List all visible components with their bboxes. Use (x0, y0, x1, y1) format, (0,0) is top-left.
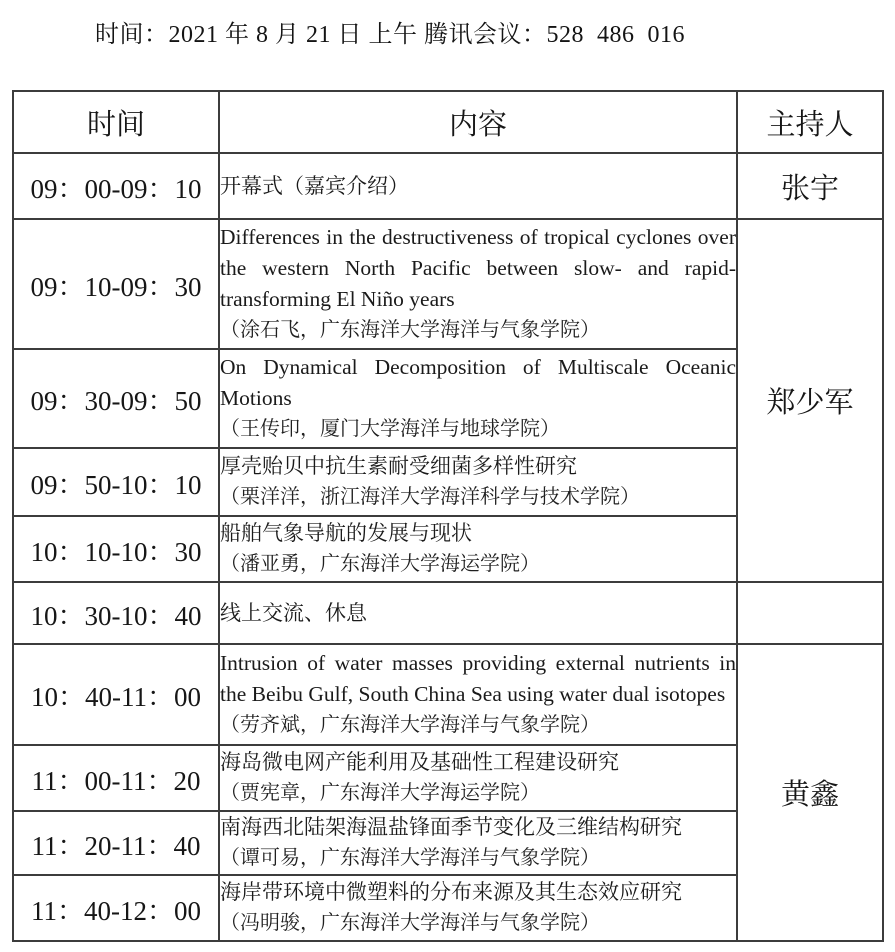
time-cell: 10：40-11：00 (13, 644, 219, 745)
content-cell (219, 644, 737, 745)
table-header-row (13, 91, 883, 153)
content-cell (219, 349, 737, 448)
content-cell (219, 516, 737, 582)
time-cell: 09：50-10：10 (13, 448, 219, 516)
session-title: 船舶气象导航的发展与现状 (220, 521, 472, 545)
col-header-content: 内容 (219, 91, 737, 153)
session-title: On Dynamical Decomposition of Multiscale Oceanic Motions (220, 355, 736, 410)
time-cell: 11：20-11：40 (13, 811, 219, 875)
time-cell: 10：30-10：40 (13, 582, 219, 644)
speaker-line: （王传印，厦门大学海洋与地球学院） (220, 418, 560, 440)
content-cell (219, 875, 737, 941)
schedule-table (12, 90, 884, 942)
content-cell (219, 811, 737, 875)
speaker-line: （劳齐斌，广东海洋大学海洋与气象学院） (220, 714, 600, 736)
host-cell: 张宇 (737, 153, 883, 219)
host-cell: 郑少军 (737, 219, 883, 582)
host-cell: 黄鑫 (737, 644, 883, 941)
time-cell: 09：10-09：30 (13, 219, 219, 349)
time-cell: 11：40-12：00 (13, 875, 219, 941)
time-cell: 09：00-09：10 (13, 153, 219, 219)
col-header-time: 时间 (13, 91, 219, 153)
content-cell (219, 582, 737, 644)
speaker-line: （潘亚勇，广东海洋大学海运学院） (220, 553, 540, 575)
speaker-line: （谭可易，广东海洋大学海洋与气象学院） (220, 847, 600, 869)
session-title: 海岛微电网产能利用及基础性工程建设研究 (220, 750, 619, 774)
table-row (13, 153, 883, 219)
content-cell (219, 219, 737, 349)
time-cell: 11：00-11：20 (13, 745, 219, 811)
session-title: 线上交流、休息 (220, 600, 367, 625)
speaker-line: （冯明骏，广东海洋大学海洋与气象学院） (220, 912, 600, 934)
speaker-line: （涂石飞，广东海洋大学海洋与气象学院） (220, 319, 600, 341)
session-title: 海岸带环境中微塑料的分布来源及其生态效应研究 (220, 880, 682, 904)
table-row (13, 644, 883, 745)
session-title: 厚壳贻贝中抗生素耐受细菌多样性研究 (220, 454, 577, 478)
speaker-line: （栗洋洋，浙江海洋大学海洋科学与技术学院） (220, 486, 640, 508)
content-cell (219, 745, 737, 811)
session-title: Intrusion of water masses providing external nutrients in the Beibu Gulf, South China Sea using water dual isotopes (220, 651, 736, 706)
session-title: Differences in the destructiveness of tropical cyclones over the western North Pacific between slow- and rapid-transforming El Niño years (220, 225, 736, 311)
table-row (13, 219, 883, 349)
session-title: 开幕式（嘉宾介绍） (220, 173, 409, 198)
col-header-host: 主持人 (737, 91, 883, 153)
time-cell: 10：10-10：30 (13, 516, 219, 582)
host-cell (737, 582, 883, 644)
content-cell (219, 153, 737, 219)
session-title: 南海西北陆架海温盐锋面季节变化及三维结构研究 (220, 815, 682, 839)
content-cell (219, 448, 737, 516)
speaker-line: （贾宪章，广东海洋大学海运学院） (220, 782, 540, 804)
time-cell: 09：30-09：50 (13, 349, 219, 448)
page-heading: 时间：2021 年 8 月 21 日 上午 腾讯会议：528 486 016 (95, 22, 685, 48)
table-row (13, 582, 883, 644)
